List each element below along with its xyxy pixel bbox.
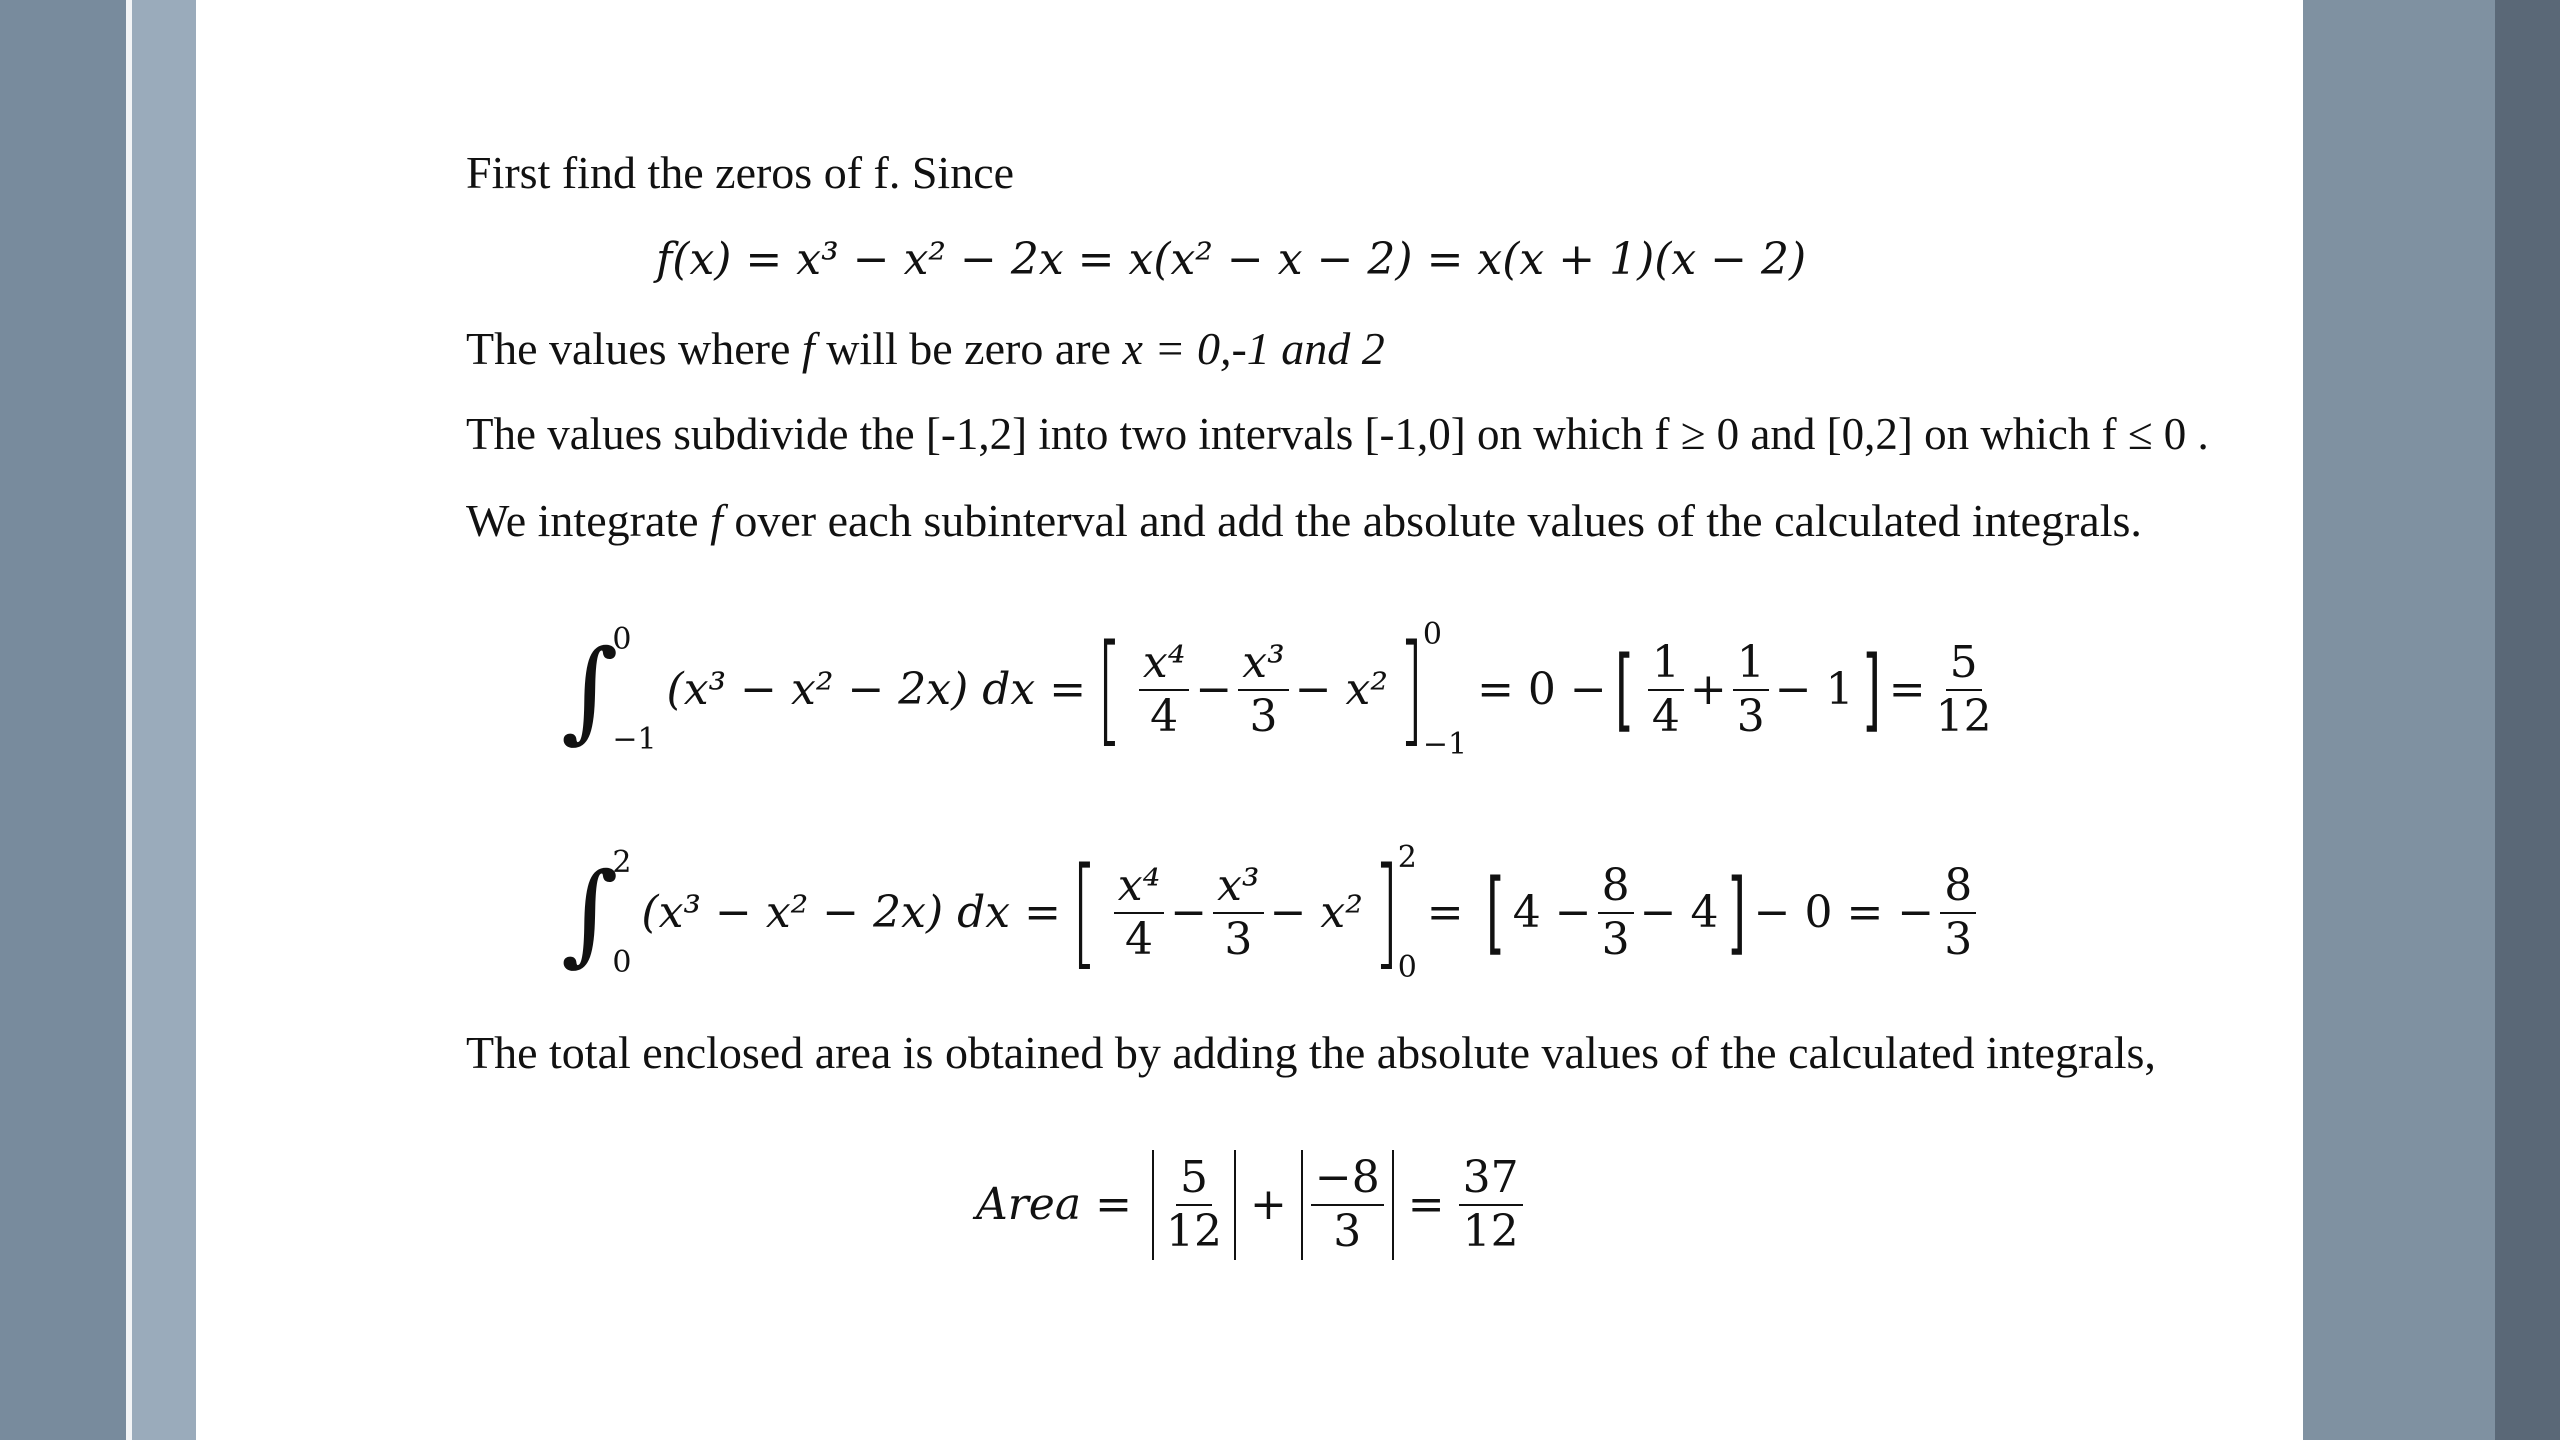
line2-f: f — [801, 323, 815, 374]
left-dark-band — [0, 0, 126, 1440]
fraction: $\frac{8}{3}$ — [1598, 864, 1634, 962]
text-line-4 — [466, 495, 2142, 546]
factorization-equation: f(x) = x³ − x² − 2x = x(x² − x − 2) = x(x + 1)(x − 2) — [656, 234, 1807, 285]
area-equation: Area = $\frac{5}{12}$ + $\frac{-8}{3}$ = $\frac{37}{12}$ — [976, 1140, 1529, 1270]
integral-equation-2: ∫ 2 0 (x³ − x² − 2x) dx = [ $\frac{\text{x⁴}}{4}$ − $\frac{\text{x³}}{3}$ − x² ] 2 0 = [ 4 − $\frac{8}{3}$ − 4 ] − 0 = − $\frac{8}{3}$ — [561, 843, 1982, 983]
text-line-1: First find the zeros of f. Since — [466, 147, 1015, 198]
absolute-value: $\frac{5}{12}$ — [1152, 1150, 1236, 1260]
term: − x² — [1269, 887, 1363, 938]
tail: − 0 = − — [1753, 887, 1935, 938]
fraction: $\frac{\text{x⁴}}{4}$ — [1139, 641, 1189, 739]
fraction: $\frac{\text{x³}}{3}$ — [1238, 641, 1288, 739]
lower-limit: −1 — [612, 722, 657, 757]
integral-sign: ∫ — [561, 626, 619, 754]
line2-prefix: The values where — [466, 323, 802, 374]
slide-content — [196, 0, 2303, 1440]
line4-prefix: We integrate — [466, 495, 711, 546]
lower-limit: 0 — [612, 945, 632, 980]
term: 4 − — [1512, 887, 1592, 938]
term: − 4 — [1639, 887, 1719, 938]
line4-rest: over each subinterval and add the absolute values of the calculated integrals. — [722, 495, 2142, 546]
upper-limit: 0 — [612, 622, 632, 657]
integral-sign: ∫ — [561, 849, 619, 977]
result-fraction: $\frac{37}{12}$ — [1459, 1156, 1523, 1254]
step: = 0 − — [1477, 664, 1607, 715]
left-light-band — [132, 0, 196, 1440]
result-fraction: $\frac{8}{3}$ — [1940, 864, 1976, 962]
term: − x² — [1294, 664, 1389, 715]
fraction: $\frac{\text{x⁴}}{4}$ — [1114, 864, 1164, 962]
integrand: (x³ − x² − 2x) dx = — [666, 664, 1087, 715]
fraction: $\frac{1}{4}$ — [1648, 641, 1684, 739]
line2-mid: will be zero are — [814, 323, 1123, 374]
integrand: (x³ − x² − 2x) dx = — [641, 887, 1061, 938]
line4-f: f — [710, 495, 723, 546]
line2-values: x = 0,-1 and 2 — [1122, 323, 1385, 374]
text-line-5: The total enclosed area is obtained by adding the absolute values of the calculated integrals, — [466, 1027, 2156, 1078]
integral-equation-1: ∫ 0 −1 (x³ − x² − 2x) dx = [ $\frac{\text{x⁴}}{4}$ − $\frac{\text{x³}}{3}$ − x² ] 0 −1 = 0 − [ $\frac{1}{4}$ + $\frac{1}{3}$ − 1 ] = $\frac{5}{12}$ — [561, 620, 2002, 760]
result-fraction: $\frac{5}{12}$ — [1935, 637, 1992, 742]
right-band — [2303, 0, 2495, 1440]
fraction: $\frac{1}{3}$ — [1733, 641, 1769, 739]
right-dark-band — [2495, 0, 2560, 1440]
area-label: Area — [976, 1179, 1082, 1230]
text-line-3: The values subdivide the [-1,2] into two intervals [-1,0] on which f ≥ 0 and [0,2] on which f ≤ 0 . — [466, 409, 2209, 459]
fraction: $\frac{\text{x³}}{3}$ — [1213, 864, 1263, 962]
term: − 1 — [1774, 664, 1854, 715]
text-line-2 — [466, 323, 1385, 374]
absolute-value: $\frac{-8}{3}$ — [1301, 1150, 1394, 1260]
upper-limit: 2 — [612, 845, 632, 880]
